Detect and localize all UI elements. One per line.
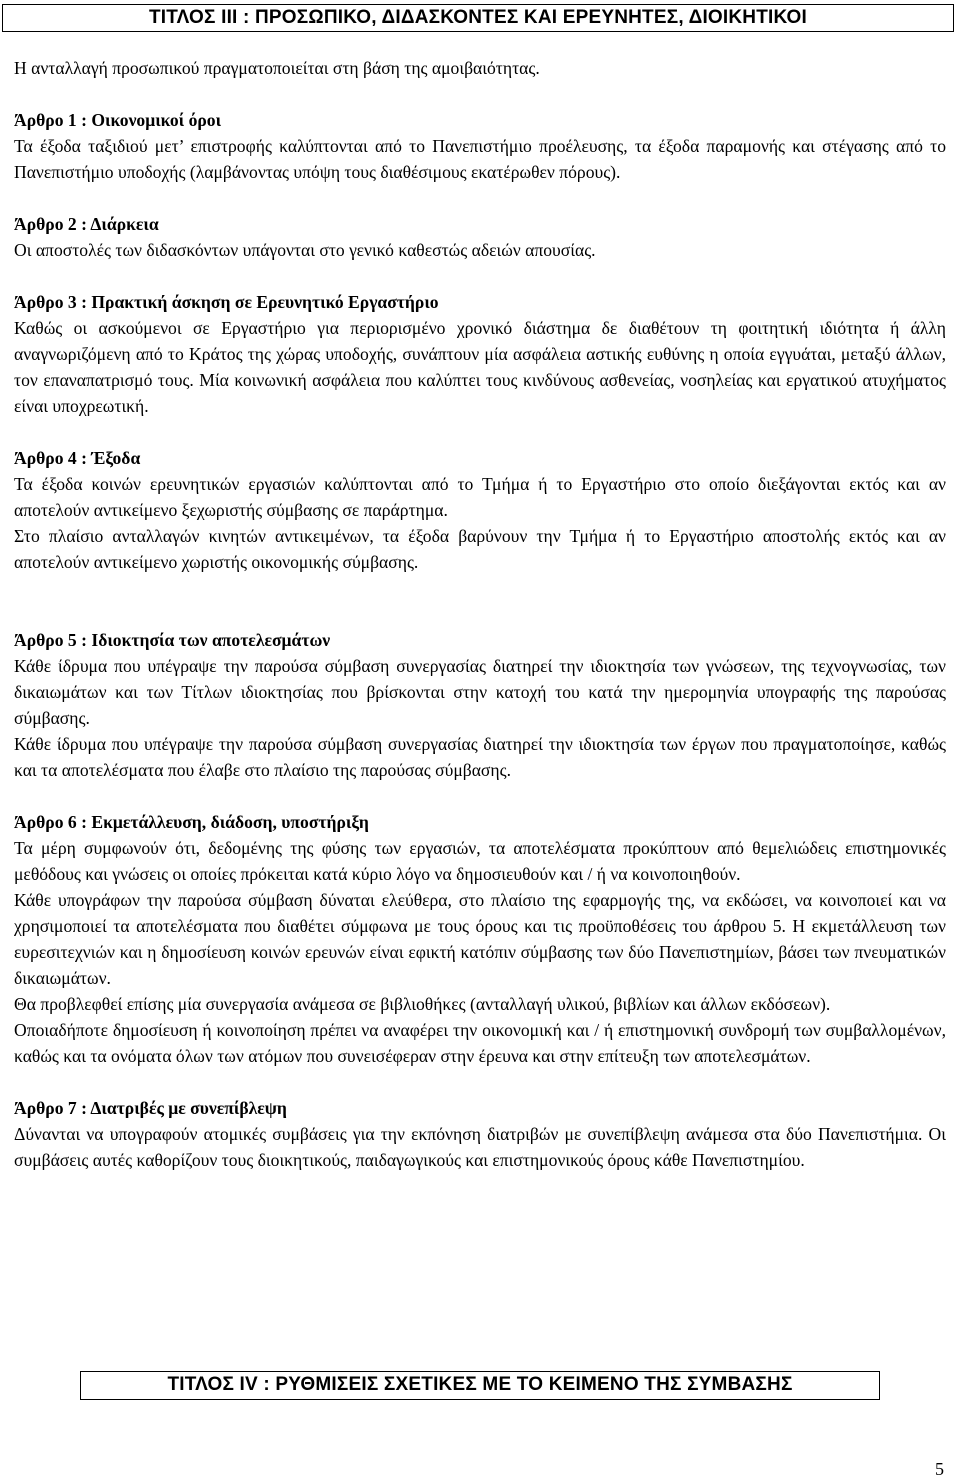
article-6-paragraph-1: Τα μέρη συμφωνούν ότι, δεδομένης της φύσης των εργασιών, τα αποτελέσματα προκύπτουν από θεμελιώδεις επιστημονικές μεθόδους και γνώσεις οι οποίες πρόκειται κατά κύριο λόγο να δημοσιευθούν και / ή να κοινοποιηθούν. <box>14 838 946 884</box>
article-6-paragraph-2: Κάθε υπογράφων την παρούσα σύμβαση δύναται ελεύθερα, στο πλαίσιο της εφαρμογής της, να εκδώσει, να κοινοποιεί και να χρησιμοποιεί τα αποτελέσματα που διαθέτει σύμφωνα με τους όρους και τις προϋποθέσεις του άρθρου 5. Η εκμετάλλευση των ευρεσιτεχνιών και η δημοσίευση κοινών ερευνών είναι εφικτή κατόπιν σύμβασης των δύο Πανεπιστημίων, βάσει των πνευματικών δικαιωμάτων. <box>14 890 946 988</box>
article-2-heading: Άρθρο 2 : Διάρκεια <box>14 214 159 234</box>
article-2-paragraph: Οι αποστολές των διδασκόντων υπάγονται στο γενικό καθεστώς αδειών απουσίας. <box>14 240 596 260</box>
article-3-heading: Άρθρο 3 : Πρακτική άσκηση σε Ερευνητικό Εργαστήριο <box>14 292 439 312</box>
section-title-iv: ΤΙΤΛΟΣ IV : ΡΥΘΜΙΣΕΙΣ ΣΧΕΤΙΚΕΣ ΜΕ ΤΟ ΚΕΙΜΕΝΟ ΤΗΣ ΣΥΜΒΑΣΗΣ <box>80 1371 880 1400</box>
intro-paragraph: Η ανταλλαγή προσωπικού πραγματοποιείται στη βάση της αμοιβαιότητας. <box>14 58 540 78</box>
article-5-paragraph-1: Κάθε ίδρυμα που υπέγραψε την παρούσα σύμβαση συνεργασίας διατηρεί την ιδιοκτησία των γνώσεων, της τεχνογνωσίας, των δικαιωμάτων και των Τίτλων ιδιοκτησίας που βρίσκονται στην κατοχή του κατά την ημερομηνία υπογραφής της παρούσας σύμβασης. <box>14 656 946 728</box>
article-6-heading: Άρθρο 6 : Εκμετάλλευση, διάδοση, υποστήριξη <box>14 812 369 832</box>
page-number: 5 <box>935 1459 944 1479</box>
article-4-paragraph-2: Στο πλαίσιο ανταλλαγών κινητών αντικειμένων, τα έξοδα βαρύνουν την Τμήμα ή το Εργαστήριο αποστολής εκτός και αν αποτελούν αντικείμενο χωριστής οικονομικής σύμβασης. <box>14 526 946 572</box>
article-4-heading: Άρθρο 4 : Έξοδα <box>14 448 141 468</box>
article-5-paragraph-2: Κάθε ίδρυμα που υπέγραψε την παρούσα σύμβαση συνεργασίας διατηρεί την ιδιοκτησία των έργων που πραγματοποίησε, καθώς και τα αποτελέσματα που έλαβε στο πλαίσιο της παρούσας σύμβασης. <box>14 734 946 780</box>
article-6-paragraph-3: Θα προβλεφθεί επίσης μία συνεργασία ανάμεσα σε βιβλιοθήκες (ανταλλαγή υλικού, βιβλίων και άλλων εκδόσεων). <box>14 994 831 1014</box>
article-6-paragraph-4: Οποιαδήποτε δημοσίευση ή κοινοποίηση πρέπει να αναφέρει την οικονομική και / ή επιστημονική συνδρομή των συμβαλλομένων, καθώς και τα ονόματα όλων των ατόμων που συνεισέφεραν στην έρευνα και στην επίτευξη των αποτελεσμάτων. <box>14 1020 946 1066</box>
section-title-iii: ΤΙΤΛΟΣ ΙΙΙ : ΠΡΟΣΩΠΙΚΟ, ΔΙΔΑΣΚΟΝΤΕΣ ΚΑΙ ΕΡΕΥΝΗΤΕΣ, ΔΙΟΙΚΗΤΙΚΟΙ <box>2 4 954 32</box>
article-1-paragraph: Τα έξοδα ταξιδιού μετ’ επιστροφής καλύπτονται από το Πανεπιστήμιο προέλευσης, τα έξοδα παραμονής και στέγασης από το Πανεπιστήμιο υποδοχής (λαμβάνοντας υπόψη τους διαθέσιμους εκατέρωθεν πόρους). <box>14 136 946 182</box>
article-7-heading: Άρθρο 7 : Διατριβές με συνεπίβλεψη <box>14 1098 287 1118</box>
article-5-heading: Άρθρο 5 : Ιδιοκτησία των αποτελεσμάτων <box>14 630 331 650</box>
document-body <box>14 55 946 1173</box>
article-7-paragraph: Δύνανται να υπογραφούν ατομικές συμβάσεις για την εκπόνηση διατριβών με συνεπίβλεψη ανάμεσα στα δύο Πανεπιστήμια. Οι συμβάσεις αυτές καθορίζουν τους διοικητικούς, παιδαγωγικούς και επιστημονικούς όρους κάθε Πανεπιστημίου. <box>14 1124 946 1170</box>
article-4-paragraph-1: Τα έξοδα κοινών ερευνητικών εργασιών καλύπτονται από το Τμήμα ή το Εργαστήριο στο οποίο διεξάγονται εκτός και αν αποτελούν αντικείμενο ξεχωριστής σύμβασης σε παράρτημα. <box>14 474 946 520</box>
article-3-paragraph: Καθώς οι ασκούμενοι σε Εργαστήριο για περιορισμένο χρονικό διάστημα δε διαθέτουν τη φοιτητική ιδιότητα ή άλλη αναγνωριζόμενη από το Κράτος της χώρας υποδοχής, συνάπτουν μία ασφάλεια αστικής ευθύνης η οποία εγγυάται, μεταξύ άλλων, τον επαναπατρισμό τους. Μία κοινωνική ασφάλεια που καλύπτει τους κινδύνους ασθενείας, νοσηλείας και εργατικού ατυχήματος είναι υποχρεωτική. <box>14 318 946 416</box>
article-1-heading: Άρθρο 1 : Οικονομικοί όροι <box>14 110 222 130</box>
